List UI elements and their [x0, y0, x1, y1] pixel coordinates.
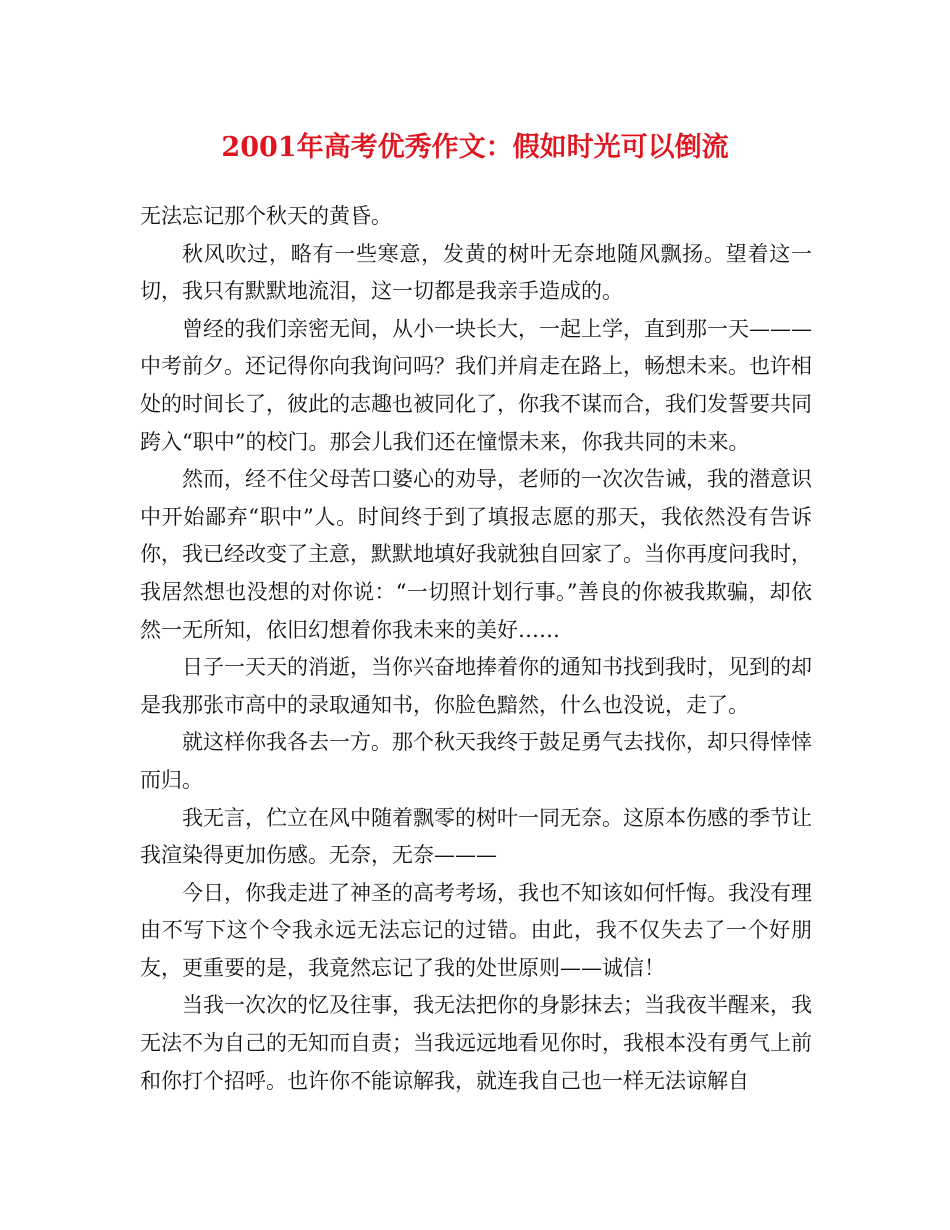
document-title: 2001年高考优秀作文：假如时光可以倒流 — [221, 132, 729, 163]
paragraph: 我无言，伫立在风中随着飘零的树叶一同无奈。这原本伤感的季节让我渲染得更加伤感。无奈，无奈——— — [140, 805, 812, 868]
paragraph: 日子一天天的消逝，当你兴奋地捧着你的通知书找到我时，见到的却是我那张市高中的录取通知书，你脸色黯然，什么也没说，走了。 — [140, 655, 812, 717]
paragraph: 曾经的我们亲密无间，从小一块长大，一起上学，直到那一天———中考前夕。还记得你向我询问吗？我们并肩走在路上，畅想未来。也许相处的时间长了，彼此的志趣也被同化了，你我不谋而合，我们发誓要共同跨入“职中”的校门。那会儿我们还在憧憬未来，你我共同的未来。 — [140, 316, 812, 454]
document-body — [140, 198, 812, 1100]
paragraph: 秋风吹过，略有一些寒意，发黄的树叶无奈地随风飘扬。望着这一切，我只有默默地流泪，这一切都是我亲手造成的。 — [140, 241, 812, 304]
paragraph: 今日，你我走进了神圣的高考考场，我也不知该如何忏悔。我没有理由不写下这个令我永远无法忘记的过错。由此，我不仅失去了一个好朋友，更重要的是，我竟然忘记了我的处世原则——诚信！ — [140, 880, 812, 980]
paragraph: 然而，经不住父母苦口婆心的劝导，老师的一次次告诫，我的潜意识中开始鄙弃“职中”人。时间终于到了填报志愿的那天，我依然没有告诉你，我已经改变了主意，默默地填好我就独自回家了。当你再度问我时，我居然想也没想的对你说：“一切照计划行事。”善良的你被我欺骗，却依然一无所知，依旧幻想着你我未来的美好…… — [140, 467, 812, 642]
paragraph: 当我一次次的忆及往事，我无法把你的身影抹去；当我夜半醒来，我无法不为自己的无知而自责；当我远远地看见你时，我根本没有勇气上前和你打个招呼。也许你不能谅解我，就连我自己也一样无法谅解自 — [140, 993, 812, 1093]
paragraph: 就这样你我各去一方。那个秋天我终于鼓足勇气去找你，却只得悻悻而归。 — [140, 730, 812, 792]
paragraph: 无法忘记那个秋天的黄昏。 — [140, 204, 392, 228]
